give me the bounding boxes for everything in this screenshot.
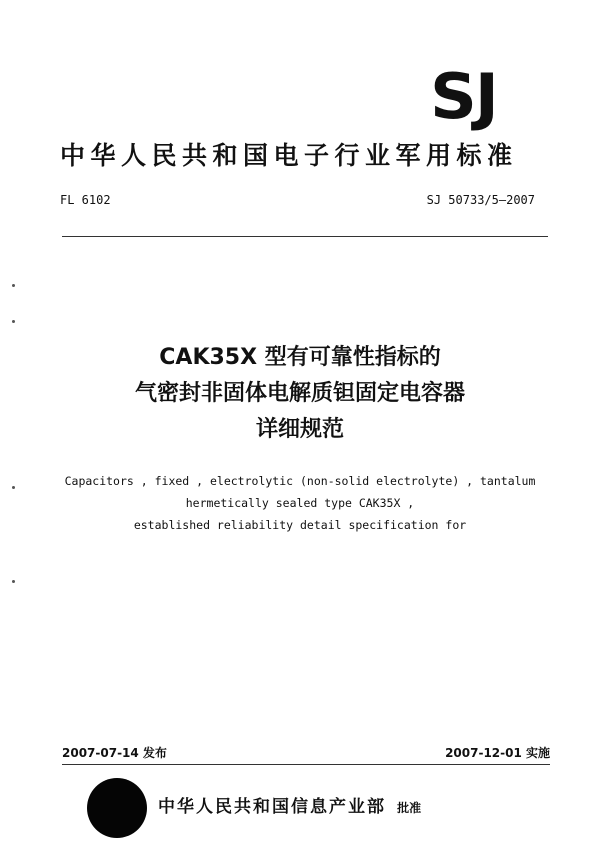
- en-title-line-1: Capacitors , fixed , electrolytic (non-solid electrolyte) , tantalum: [64, 474, 536, 488]
- approving-body: 中华人民共和国信息产业部: [158, 797, 386, 817]
- scan-speck: [12, 284, 15, 287]
- standard-number: SJ 50733/5—2007: [426, 193, 535, 207]
- issue-date: 2007-07-14 发布: [62, 746, 167, 760]
- ink-blot: [87, 778, 147, 838]
- en-title-line-2: hermetically sealed type CAK35X ,: [185, 496, 415, 510]
- scan-speck: [12, 320, 15, 323]
- header-divider: [62, 236, 548, 237]
- approval-word: 批准: [397, 801, 422, 815]
- title-line-3: 详细规范: [255, 417, 344, 442]
- en-title-line-3: established reliability detail specification for: [133, 518, 467, 532]
- footer-divider: [62, 764, 550, 765]
- sj-logo: SJ: [430, 60, 497, 133]
- effective-date: 2007-12-01 实施: [445, 746, 550, 760]
- meta-row: [60, 193, 535, 211]
- organization-title: 中华人民共和国电子行业军用标准: [60, 141, 518, 170]
- classification-code: FL 6102: [60, 193, 111, 207]
- title-line-1: CAK35X 型有可靠性指标的: [159, 345, 441, 370]
- document-title-en: [0, 470, 600, 536]
- document-title-zh: [0, 340, 600, 448]
- scan-speck: [12, 580, 15, 583]
- approving-authority: [158, 792, 421, 817]
- dates-row: [62, 744, 550, 764]
- title-line-2: 气密封非固体电解质钽固定电容器: [134, 381, 465, 406]
